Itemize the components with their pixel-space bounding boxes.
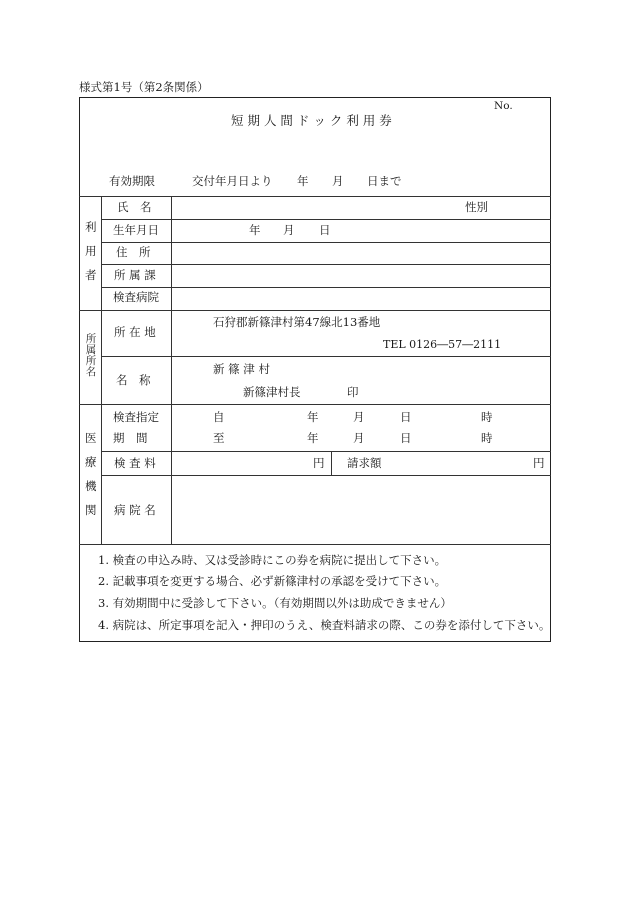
medical-group-char-1: 医 xyxy=(85,431,97,445)
location-label: 所 在 地 xyxy=(114,325,156,339)
affiliation-group-label: 所 属 所 名 xyxy=(85,333,97,378)
fee-label: 検 査 料 xyxy=(114,456,156,470)
org-name: 新 篠 津 村 xyxy=(213,362,270,376)
note-2: 2. 記載事項を変更する場合、必ず新篠津村の承認を受けて下さい。 xyxy=(98,574,447,588)
birth-day: 日 xyxy=(319,223,331,237)
note-3: 3. 有効期間中に受診して下さい。（有効期間以外は助成できません） xyxy=(98,596,452,610)
group-col-divider xyxy=(101,196,102,544)
affiliation-row-line xyxy=(101,356,551,357)
seal-mark: 印 xyxy=(347,385,359,399)
period-to-hour: 時 xyxy=(481,431,493,445)
period-from-day: 日 xyxy=(400,410,412,424)
validity-month: 月 xyxy=(332,174,344,188)
gender-label: 性別 xyxy=(465,200,488,214)
period-from: 自 xyxy=(213,410,225,424)
medical-group-char-3: 機 xyxy=(85,479,97,493)
name-label: 氏 名 xyxy=(117,200,152,214)
form-label: 様式第1号（第2条関係） xyxy=(79,80,209,94)
birth-label: 生年月日 xyxy=(113,223,159,237)
period-from-month: 月 xyxy=(353,410,365,424)
note-4: 4. 病院は、所定事項を記入・押印のうえ、検査料請求の際、この券を添付して下さい。 xyxy=(98,618,551,632)
frame-bottom xyxy=(79,641,551,642)
user-group-char-1: 利 xyxy=(85,220,97,234)
medical-row-line-2 xyxy=(101,475,551,476)
frame-right xyxy=(550,97,551,642)
validity-from: 交付年月日より xyxy=(192,174,273,188)
claim-label: 請求額 xyxy=(347,456,382,470)
user-group-char-2: 用 xyxy=(85,244,97,258)
medical-group-char-4: 関 xyxy=(85,503,97,517)
period-to-year: 年 xyxy=(307,431,319,445)
form-title: 短 期 人 間 ド ッ ク 利 用 券 xyxy=(231,113,392,128)
department-label: 所 属 課 xyxy=(114,268,156,282)
user-row-line-1 xyxy=(101,219,551,220)
claim-yen: 円 xyxy=(533,456,545,470)
user-row-line-3 xyxy=(101,264,551,265)
user-group-char-3: 者 xyxy=(85,268,97,282)
medical-row-line-1 xyxy=(101,451,551,452)
note-1: 1. 検査の申込み時、又は受診時にこの券を病院に提出して下さい。 xyxy=(98,553,447,567)
period-to-month: 月 xyxy=(353,431,365,445)
frame-top xyxy=(79,97,551,98)
location-tel: TEL 0126―57―2111 xyxy=(383,338,502,351)
validity-label: 有効期限 xyxy=(109,174,155,188)
period-label-line1: 検査指定 xyxy=(113,410,159,424)
user-row-line-4 xyxy=(101,287,551,288)
validity-until: 日まで xyxy=(367,174,402,188)
hospital-name-label: 病 院 名 xyxy=(114,503,156,517)
line-after-affiliation xyxy=(79,404,551,405)
number-label: No. xyxy=(494,100,513,112)
period-to: 至 xyxy=(213,431,225,445)
validity-year: 年 xyxy=(297,174,309,188)
birth-year: 年 xyxy=(249,223,261,237)
line-after-user xyxy=(79,310,551,311)
frame-left xyxy=(79,97,80,642)
label-col-divider xyxy=(171,196,172,544)
org-name-label: 名 称 xyxy=(116,373,151,387)
birth-month: 月 xyxy=(283,223,295,237)
address-label: 住 所 xyxy=(116,245,151,259)
period-from-year: 年 xyxy=(307,410,319,424)
period-label-line2: 期 間 xyxy=(113,431,148,445)
medical-group-char-2: 療 xyxy=(85,455,97,469)
period-to-day: 日 xyxy=(400,431,412,445)
line-after-medical xyxy=(79,544,551,545)
fee-claim-divider xyxy=(331,451,332,475)
mayor-title: 新篠津村長 xyxy=(243,385,301,399)
period-from-hour: 時 xyxy=(481,410,493,424)
location-address: 石狩郡新篠津村第47線北13番地 xyxy=(213,315,381,329)
line-after-header xyxy=(79,196,551,197)
user-row-line-2 xyxy=(101,242,551,243)
fee-yen: 円 xyxy=(313,456,325,470)
hospital-label: 検査病院 xyxy=(113,290,159,304)
